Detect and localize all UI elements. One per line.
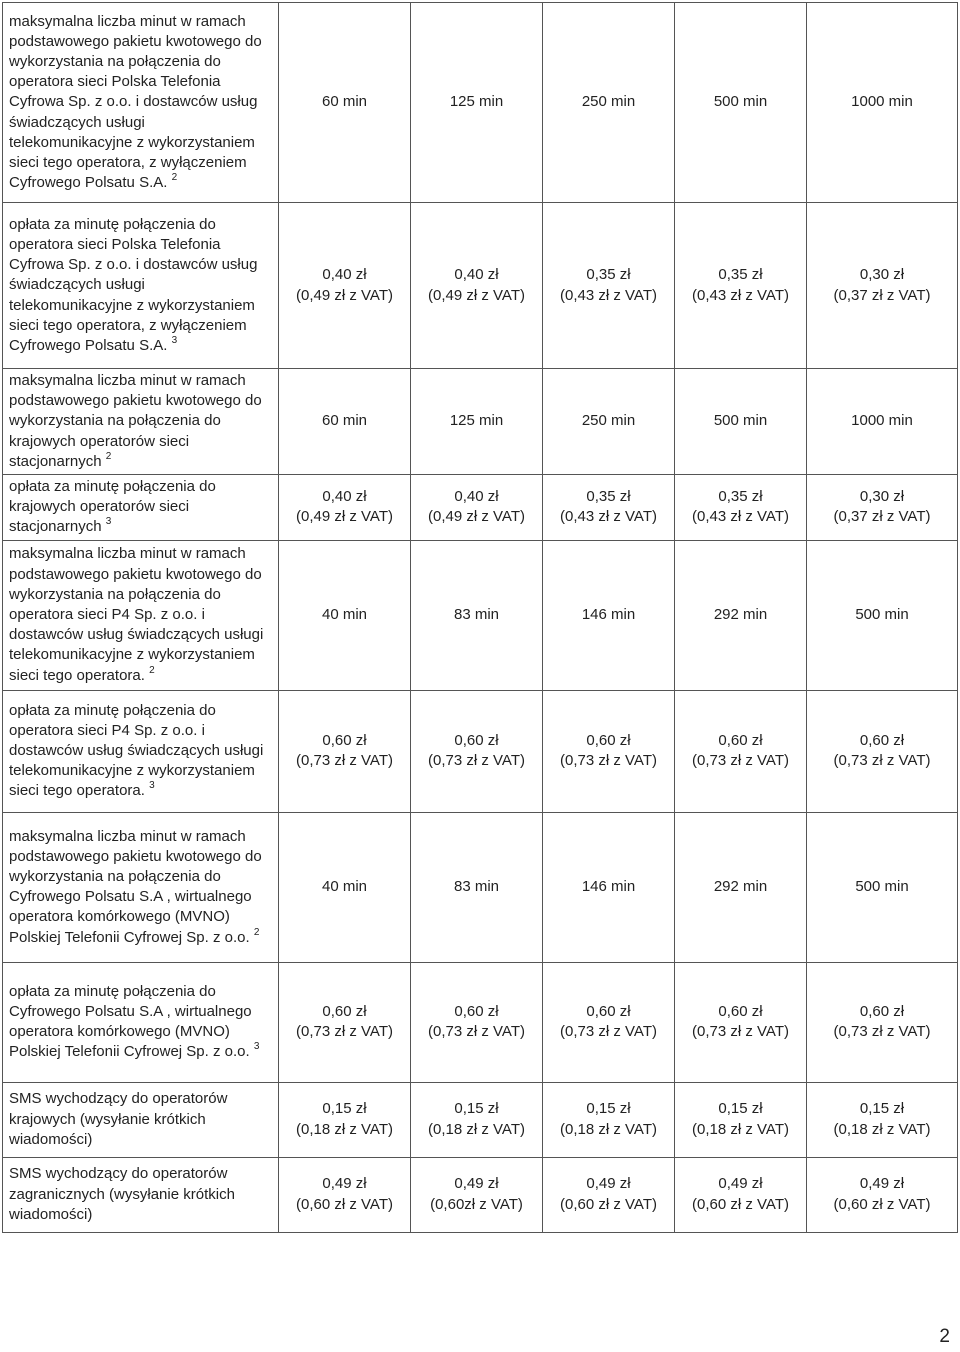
footnote-marker: 3 [171,335,178,346]
minutes-value: 60 min [279,369,411,475]
footnote-marker: 2 [171,172,178,184]
net-price: 0,49 zł [322,1175,367,1193]
gross-price: (0,49 zł z VAT) [296,508,393,526]
net-price: 0,40 zł [322,266,367,284]
value-cell [411,1082,543,1157]
value-cell [675,690,807,812]
row-label-text: opłata za minutę połączenia do operatora sieci P4 Sp. z o.o. i dostawców usług świadczących usługi telekomunikacyjne z wykorzystaniem sieci tego operatora. [9,701,264,800]
value-cell [807,962,958,1082]
table-row [3,812,958,962]
gross-price: (0,73 zł z VAT) [692,1023,789,1041]
value-cell [543,690,675,812]
row-label [3,1082,279,1157]
minutes-value: 146 min [543,812,675,962]
gross-price: (0,49 zł z VAT) [296,286,393,304]
value-cell [543,1157,675,1232]
minutes-value: 292 min [675,540,807,690]
table-row [3,540,958,690]
value-cell [675,962,807,1082]
footnote-marker: 3 [253,1041,260,1053]
gross-price: (0,43 zł z VAT) [692,508,789,526]
price-table [2,2,958,1233]
footnote-marker: 2 [105,450,112,462]
row-label-text: maksymalna liczba minut w ramach podstawowego pakietu kwotowego do wykorzystania na połączenia do operatora sieci Polska Telefonia Cyfrowa Sp. z o.o. i dostawców usług świadczących usługi telekomunikacyjne z wykorzystaniem sieci tego operatora, z wyłączeniem Cyfrowego Polsatu S.A. [9,12,262,192]
net-price: 0,35 zł [586,488,631,506]
gross-price: (0,18 zł z VAT) [428,1120,525,1138]
minutes-value: 83 min [411,540,543,690]
net-price: 0,60 zł [718,731,763,749]
net-price: 0,15 zł [718,1100,763,1118]
page-number: 2 [939,1326,950,1347]
net-price: 0,60 zł [859,1002,905,1020]
gross-price: (0,18 zł z VAT) [560,1120,657,1138]
table-row [3,1082,958,1157]
row-label-text: opłata za minutę połączenia do Cyfrowego Polsatu S.A , wirtualnego operatora komórkowego (MVNO) Polskiej Telefonii Cyfrowej Sp. z o.o. [9,982,252,1061]
value-cell [279,1082,411,1157]
gross-price: (0,73 zł z VAT) [692,752,789,770]
net-price: 0,30 zł [859,266,905,284]
gross-price: (0,43 zł z VAT) [560,286,657,304]
net-price: 0,60 zł [322,1002,367,1020]
gross-price: (0,18 zł z VAT) [833,1120,931,1138]
value-cell [543,203,675,369]
value-cell [807,1157,958,1232]
net-price: 0,49 zł [718,1175,763,1193]
gross-price: (0,73 zł z VAT) [833,1023,931,1041]
footnote-marker: 2 [253,926,260,938]
minutes-value: 60 min [279,3,411,203]
minutes-value: 146 min [543,540,675,690]
gross-price: (0,37 zł z VAT) [833,508,931,526]
net-price: 0,49 zł [586,1175,631,1193]
minutes-value: 40 min [279,812,411,962]
minutes-value: 500 min [807,812,958,962]
gross-price: (0,73 zł z VAT) [560,752,657,770]
row-label [3,812,279,962]
minutes-value: 125 min [411,3,543,203]
value-cell [543,962,675,1082]
net-price: 0,60 zł [586,731,631,749]
footnote-marker: 3 [105,516,112,528]
gross-price: (0,43 zł z VAT) [560,508,657,526]
net-price: 0,40 zł [454,266,499,284]
value-cell [411,475,543,541]
table-row [3,369,958,475]
row-label-text: opłata za minutę połączenia do krajowych operatorów sieci stacjonarnych [9,478,216,536]
minutes-value: 83 min [411,812,543,962]
gross-price: (0,60 zł z VAT) [833,1195,931,1213]
row-label-text: maksymalna liczba minut w ramach podstawowego pakietu kwotowego do wykorzystania na połączenia do krajowych operatorów sieci stacjonarnych [9,372,262,470]
minutes-value: 40 min [279,540,411,690]
row-label-text: maksymalna liczba minut w ramach podstawowego pakietu kwotowego do wykorzystania na połączenia do operatora sieci P4 Sp. z o.o. i dostawców usług świadczących usługi telekomunikacyjne z wykorzystaniem sieci tego operatora. [9,545,264,684]
row-label [3,203,279,369]
gross-price: (0,60 zł z VAT) [692,1195,789,1213]
minutes-value: 292 min [675,812,807,962]
minutes-value: 500 min [675,369,807,475]
minutes-value: 500 min [675,3,807,203]
minutes-value: 250 min [543,3,675,203]
row-label-text: SMS wychodzący do operatorów zagranicznych (wysyłanie krótkich wiadomości) [9,1165,235,1223]
gross-price: (0,18 zł z VAT) [296,1120,393,1138]
value-cell [807,690,958,812]
gross-price: (0,37 zł z VAT) [833,286,931,304]
table-row [3,1157,958,1232]
value-cell [675,1082,807,1157]
table-row [3,3,958,203]
value-cell [807,475,958,541]
row-label-text: maksymalna liczba minut w ramach podstawowego pakietu kwotowego do wykorzystania na połączenia do Cyfrowego Polsatu S.A , wirtualnego operatora komórkowego (MVNO) Polskiej Telefonii Cyfrowej Sp. z o.o. [9,827,262,946]
gross-price: (0,18 zł z VAT) [692,1120,789,1138]
value-cell [279,1157,411,1232]
footnote-marker: 2 [149,664,155,676]
net-price: 0,40 zł [322,488,367,506]
net-price: 0,60 zł [322,731,367,749]
footnote-marker: 3 [149,780,155,792]
row-label [3,962,279,1082]
table-row [3,690,958,812]
net-price: 0,35 zł [718,488,763,506]
value-cell [675,203,807,369]
gross-price: (0,73 zł z VAT) [428,752,525,770]
table-row [3,475,958,541]
net-price: 0,30 zł [859,488,905,506]
minutes-value: 250 min [543,369,675,475]
value-cell [675,475,807,541]
net-price: 0,35 zł [718,266,763,284]
net-price: 0,40 zł [454,488,499,506]
row-label [3,1157,279,1232]
gross-price: (0,60 zł z VAT) [296,1195,393,1213]
value-cell [279,962,411,1082]
value-cell [411,962,543,1082]
value-cell [279,690,411,812]
net-price: 0,15 zł [322,1100,367,1118]
row-label [3,369,279,475]
price-table-body [3,3,958,1233]
gross-price: (0,43 zł z VAT) [692,286,789,304]
net-price: 0,15 zł [454,1100,499,1118]
net-price: 0,60 zł [454,1002,499,1020]
net-price: 0,60 zł [454,731,499,749]
value-cell [411,203,543,369]
gross-price: (0,73 zł z VAT) [428,1023,525,1041]
gross-price: (0,73 zł z VAT) [296,1023,393,1041]
table-row [3,203,958,369]
row-label [3,475,279,541]
row-label [3,540,279,690]
minutes-value: 125 min [411,369,543,475]
value-cell [279,475,411,541]
net-price: 0,60 zł [859,731,905,749]
net-price: 0,60 zł [586,1002,631,1020]
value-cell [279,203,411,369]
table-row [3,962,958,1082]
net-price: 0,15 zł [859,1100,905,1118]
minutes-value: 1000 min [807,3,958,203]
value-cell [411,1157,543,1232]
gross-price: (0,73 zł z VAT) [833,752,931,770]
row-label-text: opłata za minutę połączenia do operatora sieci Polska Telefonia Cyfrowa Sp. z o.o. i dostawców usług świadczących usługi telekomunikacyjne z wykorzystaniem sieci tego operatora, z wyłączeniem Cyfrowego Polsatu S.A. [9,215,258,354]
value-cell [543,1082,675,1157]
gross-price: (0,60 zł z VAT) [560,1195,657,1213]
gross-price: (0,60zł z VAT) [430,1195,523,1213]
net-price: 0,35 zł [586,266,631,284]
value-cell [807,1082,958,1157]
value-cell [807,203,958,369]
gross-price: (0,73 zł z VAT) [560,1023,657,1041]
value-cell [675,1157,807,1232]
row-label-text: SMS wychodzący do operatorów krajowych (wysyłanie krótkich wiadomości) [9,1090,228,1148]
gross-price: (0,49 zł z VAT) [428,286,525,304]
gross-price: (0,49 zł z VAT) [428,508,525,526]
net-price: 0,60 zł [718,1002,763,1020]
net-price: 0,49 zł [859,1175,905,1193]
value-cell [543,475,675,541]
minutes-value: 1000 min [807,369,958,475]
row-label [3,3,279,203]
net-price: 0,49 zł [454,1175,499,1193]
row-label [3,690,279,812]
minutes-value: 500 min [807,540,958,690]
net-price: 0,15 zł [586,1100,631,1118]
value-cell [411,690,543,812]
gross-price: (0,73 zł z VAT) [296,752,393,770]
